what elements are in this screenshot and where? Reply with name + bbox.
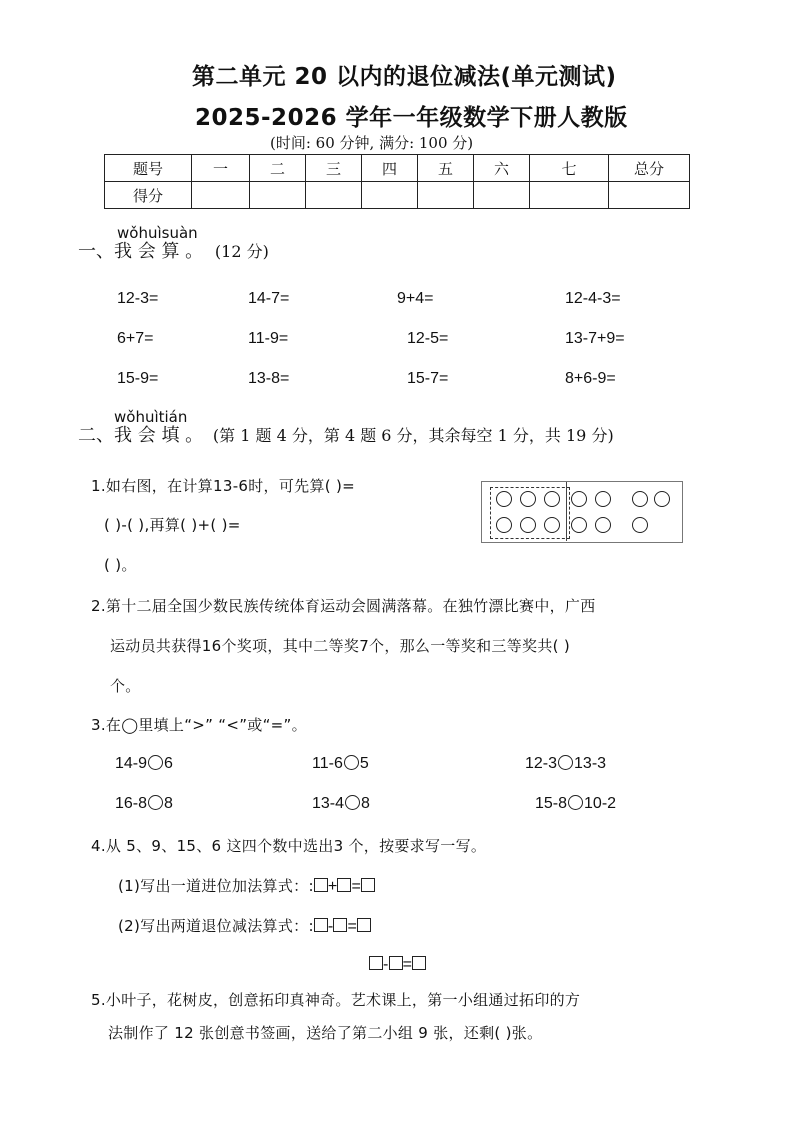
calc-problem: 13-7+9= — [565, 330, 625, 347]
counter-circle — [571, 491, 587, 507]
page-title-line2: 2025-2026 学年一年级数学下册人教版 — [195, 105, 628, 131]
answer-box[interactable] — [314, 918, 328, 932]
comparison-item — [535, 795, 616, 813]
comparison-left: 15-8 — [535, 795, 568, 812]
table-header-cell: 三 — [306, 155, 362, 182]
score-table-score-row — [105, 182, 690, 209]
comparison-item — [312, 795, 370, 813]
calc-problem: 8+6-9= — [565, 370, 616, 387]
q4-sub1-label: (1)写出一道进位加法算式：: — [118, 877, 314, 895]
score-cell[interactable] — [474, 182, 530, 209]
calc-problem: 12-4-3= — [565, 290, 621, 307]
section1-number: 一、 — [78, 241, 114, 262]
comparison-right: 6 — [164, 755, 173, 772]
answer-box[interactable] — [361, 878, 375, 892]
q2-line1: 2.第十二届全国少数民族传统体育运动会圆满落幕。在独竹漂比赛中，广西 — [91, 597, 596, 615]
calc-problem: 9+4= — [397, 290, 434, 307]
answer-box[interactable] — [389, 956, 403, 970]
comparison-right: 5 — [359, 755, 369, 772]
calc-problem: 14-7= — [248, 290, 290, 307]
q1-line2: ( )-( ),再算( )+( )= — [104, 516, 241, 534]
calc-problem: 11-9= — [248, 330, 289, 347]
answer-circle[interactable] — [568, 795, 583, 810]
section1-title: 我 会 算 。 — [114, 241, 204, 262]
calc-problem: 15-7= — [407, 370, 449, 387]
score-table — [104, 154, 690, 209]
table-header-cell: 四 — [362, 155, 418, 182]
table-header-cell: 一 — [192, 155, 250, 182]
q5-line2: 法制作了 12 张创意书签画，送给了第二小组 9 张，还剩( )张。 — [108, 1024, 543, 1042]
comparison-left: 12-3 — [525, 755, 558, 772]
counter-circle — [632, 491, 648, 507]
counter-circle — [632, 517, 648, 533]
section2-heading — [78, 421, 614, 447]
q2-line3: 个。 — [110, 677, 141, 695]
q1-line1: 1.如右图，在计算13-6时，可先算( )= — [91, 477, 355, 495]
comparison-right: 13-3 — [574, 755, 607, 772]
q4-sub2-second-equation: - = — [369, 955, 426, 974]
ten-frame-divider — [566, 482, 567, 541]
comparison-item — [525, 755, 606, 773]
answer-circle[interactable] — [148, 795, 163, 810]
counter-circle — [520, 491, 536, 507]
q4-sub1: (1)写出一道进位加法算式：: + = — [118, 875, 375, 896]
score-cell[interactable] — [418, 182, 474, 209]
score-cell[interactable] — [306, 182, 362, 209]
counter-circle — [571, 517, 587, 533]
table-header-cell: 二 — [250, 155, 306, 182]
q3-line1: 3.在◯里填上“>” “<”或“=”。 — [91, 716, 307, 734]
score-cell[interactable] — [192, 182, 250, 209]
score-cell[interactable] — [609, 182, 690, 209]
calc-problem: 12-5= — [407, 330, 449, 347]
score-row-label: 得分 — [105, 182, 192, 209]
counter-circle — [544, 517, 560, 533]
answer-circle[interactable] — [344, 755, 359, 770]
counter-circle — [496, 517, 512, 533]
counter-circle — [654, 491, 670, 507]
calc-problem: 15-9= — [117, 370, 159, 387]
score-cell[interactable] — [362, 182, 418, 209]
score-cell[interactable] — [250, 182, 306, 209]
exam-time-info: (时间: 60 分钟, 满分: 100 分) — [270, 134, 474, 152]
answer-box[interactable] — [412, 956, 426, 970]
answer-circle[interactable] — [148, 755, 163, 770]
section2-pinyin: wǒhuìtián — [114, 408, 188, 426]
score-cell[interactable] — [530, 182, 609, 209]
comparison-right: 8 — [361, 795, 370, 812]
answer-box[interactable] — [314, 878, 328, 892]
answer-box[interactable] — [357, 918, 371, 932]
comparison-left: 13-4 — [312, 795, 345, 812]
section2-points: (第 1 题 4 分，第 4 题 6 分，其余每空 1 分，共 19 分) — [212, 426, 614, 445]
counter-figure — [481, 481, 683, 543]
counter-circle — [496, 491, 512, 507]
table-header-cell: 五 — [418, 155, 474, 182]
table-header-cell: 题号 — [105, 155, 192, 182]
q1-line3: ( )。 — [104, 556, 137, 574]
calc-problem: 6+7= — [117, 330, 154, 347]
answer-circle[interactable] — [345, 795, 360, 810]
comparison-item — [312, 755, 369, 773]
q4-line1: 4.从 5、9、15、6 这四个数中选出3 个，按要求写一写。 — [91, 837, 487, 855]
q5-line1: 5.小叶子，花树皮，创意拓印真神奇。艺术课上，第一小组通过拓印的方 — [91, 991, 581, 1009]
q4-sub2: (2)写出两道退位减法算式：: - = — [118, 915, 371, 936]
answer-circle[interactable] — [558, 755, 573, 770]
table-header-cell: 七 — [530, 155, 609, 182]
counter-circle — [520, 517, 536, 533]
page-title-line1: 第二单元 20 以内的退位减法(单元测试) — [192, 64, 617, 90]
comparison-item — [115, 755, 173, 773]
answer-box[interactable] — [369, 956, 383, 970]
section1-pinyin: wǒhuìsuàn — [117, 224, 198, 242]
answer-box[interactable] — [337, 878, 351, 892]
section1-points: (12 分) — [214, 242, 269, 261]
counter-circle — [595, 517, 611, 533]
q4-sub2-label: (2)写出两道退位减法算式：: — [118, 917, 314, 935]
section2-title: 我 会 填 。 — [114, 425, 204, 446]
counter-circle — [595, 491, 611, 507]
calc-problem: 12-3= — [117, 290, 159, 307]
table-header-cell: 总分 — [609, 155, 690, 182]
table-header-cell: 六 — [474, 155, 530, 182]
section1-heading — [78, 237, 269, 263]
score-table-header-row — [105, 155, 690, 182]
section2-number: 二、 — [78, 425, 114, 446]
q2-line2: 运动员共获得16个奖项，其中二等奖7个，那么一等奖和三等奖共( ) — [110, 637, 571, 655]
counter-circle — [544, 491, 560, 507]
comparison-right: 10-2 — [584, 795, 617, 812]
comparison-item — [115, 795, 173, 813]
comparison-right: 8 — [164, 795, 173, 812]
calc-problem: 13-8= — [248, 370, 290, 387]
answer-box[interactable] — [333, 918, 347, 932]
comparison-left: 11-6 — [312, 755, 343, 772]
comparison-left: 16-8 — [115, 795, 148, 812]
comparison-left: 14-9 — [115, 755, 148, 772]
